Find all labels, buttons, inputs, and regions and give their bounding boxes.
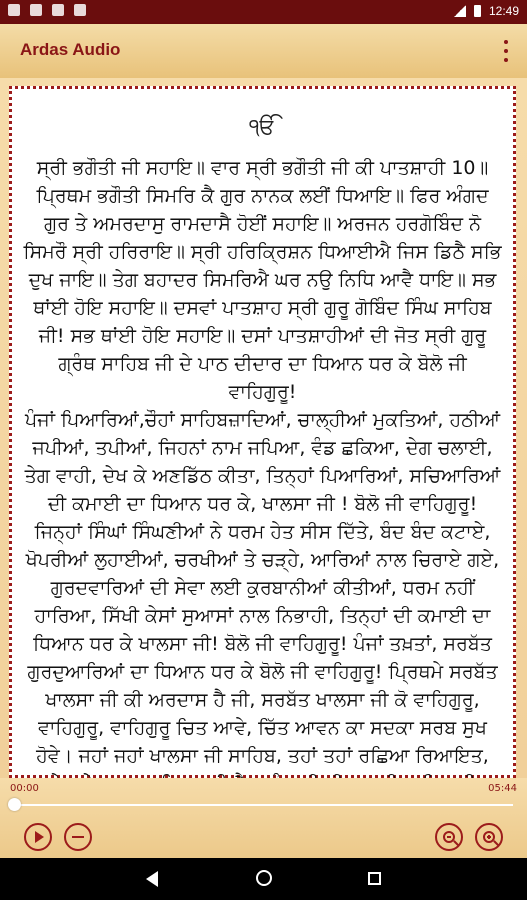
more-options-icon[interactable] — [503, 40, 509, 62]
zoom-out-button[interactable] — [435, 823, 463, 851]
zoom-in-icon — [483, 831, 495, 843]
notification-icon — [30, 4, 42, 16]
status-time: 12:49 — [488, 4, 519, 18]
image-icon — [8, 4, 20, 16]
back-icon[interactable] — [146, 871, 158, 887]
current-time: 00:00 — [10, 783, 39, 794]
total-time: 05:44 — [488, 783, 517, 794]
status-bar — [0, 0, 527, 24]
app-title: Ardas Audio — [20, 40, 121, 59]
play-icon — [35, 831, 44, 843]
recents-icon[interactable] — [368, 872, 381, 885]
audio-player — [0, 778, 527, 858]
paragraph: ਜਿਨ੍ਹਾਂ ਸਿੰਘਾਂ ਸਿੰਘਣੀਆਂ ਨੇ ਧਰਮ ਹੇਤ ਸੀਸ ਦਿੱਤੇ, ਬੰਦ ਬੰਦ ਕਟਾਏ, ਖੋਪਰੀਆਂ ਲੁਹਾਈਆਂ, ਚਰਖੀਆਂ ਤੇ ਚੜ੍ਹੇ, ਆਰਿਆਂ ਨਾਲ ਚਿਰਾਏ ਗਏ, ਗੁਰਦਵਾਰਿਆਂ ਦੀ ਸੇਵਾ ਲਈ ਕੁਰਬਾਨੀਆਂ ਕੀਤੀਆਂ, ਧਰਮ ਨਹੀਂ ਹਾਰਿਆ, ਸਿੱਖੀ ਕੇਸਾਂ ਸੁਆਸਾਂ ਨਾਲ ਨਿਭਾਹੀ, ਤਿਨ੍ਹਾਂ ਦੀ ਕਮਾਈ ਦਾ ਧਿਆਨ ਧਰ ਕੇ ਖਾਲਸਾ ਜੀ! ਬੋਲੋ ਜੀ ਵਾਹਿਗੁਰੂ! ਪੰਜਾਂ ਤਖ਼ਤਾਂ, ਸਰਬੱਤ ਗੁਰਦੁਆਰਿਆਂ ਦਾ ਧਿਆਨ ਧਰ ਕੇ ਬੋਲੋ ਜੀ ਵਾਹਿਗੁਰੂ! ਪ੍ਰਿਥਮੇ ਸਰਬੱਤ ਖਾਲਸਾ ਜੀ ਕੀ ਅਰਦਾਸ ਹੈ ਜੀ, ਸਰਬੱਤ ਖਾਲਸਾ ਜੀ ਕੋ ਵਾਹਿਗੁਰੂ, ਵਾਹਿਗੁਰੂ, ਵਾਹਿਗੁਰੂ ਚਿਤ ਆਵੇ, ਚਿੱਤ ਆਵਨ ਕਾ ਸਦਕਾ ਸਰਬ ਸੁਖ ਹੋਵੇ। ਜਹਾਂ ਜਹਾਂ ਖਾਲਸਾ ਜੀ ਸਾਹਿਬ, ਤਹਾਂ ਤਹਾਂ ਰਛਿਆ ਰਿਆਇਤ, — [25, 521, 500, 767]
notification-icons — [8, 4, 86, 16]
signal-icon — [454, 5, 466, 17]
app-icon — [52, 4, 64, 16]
battery-icon — [474, 5, 481, 17]
seek-thumb[interactable] — [8, 798, 21, 811]
play-button[interactable] — [24, 823, 52, 851]
paragraph: ਪੰਜਾਂ ਪਿਆਰਿਆਂ,ਚੌਹਾਂ ਸਾਹਿਬਜ਼ਾਦਿਆਂ, ਚਾਲ੍ਹੀਆਂ ਮੁਕਤਿਆਂ, ਹਠੀਆਂ ਜਪੀਆਂ, ਤਪੀਆਂ, ਜਿਹਨਾਂ ਨਾਮ ਜਪਿਆ, ਵੰਡ ਛਕਿਆ, ਦੇਗ ਚਲਾਈ, ਤੇਗ ਵਾਹੀ, ਦੇਖ ਕੇ ਅਣਡਿੱਠ ਕੀਤਾ, ਤਿਨ੍ਹਾਂ ਪਿਆਰਿਆਂ, ਸਚਿਆਰਿਆਂ ਦੀ ਕਮਾਈ ਦਾ ਧਿਆਨ ਧਰ ਕੇ, ਖਾਲਸਾ ਜੀ ! ਬੋਲੋ ਜੀ ਵਾਹਿਗੁਰੂ! — [24, 409, 501, 515]
system-status — [454, 4, 519, 18]
android-icon — [74, 4, 86, 16]
ardas-text — [22, 154, 503, 826]
home-icon[interactable] — [256, 870, 272, 886]
ik-onkar-heading: ੴ — [249, 115, 276, 140]
app-bar — [0, 24, 527, 78]
zoom-out-icon — [443, 831, 455, 843]
system-nav-bar — [0, 858, 527, 900]
paragraph: ਸ੍ਰੀ ਭਗੌਤੀ ਜੀ ਸਹਾਇ॥ ਵਾਰ ਸ੍ਰੀ ਭਗੌਤੀ ਜੀ ਕੀ ਪਾਤਸ਼ਾਹੀ 10॥ ਪ੍ਰਿਥਮ ਭਗੌਤੀ ਸਿਮਰਿ ਕੈ ਗੁਰ ਨਾਨਕ ਲਈਂ ਧਿਆਇ॥ ਫਿਰ ਅੰਗਦ ਗੁਰ ਤੇ ਅਮਰਦਾਸੁ ਰਾਮਦਾਸੈ ਹੋਈਂ ਸਹਾਇ॥ ਅਰਜਨ ਹਰਗੋਬਿੰਦ ਨੋ ਸਿਮਰੌ ਸ੍ਰੀ ਹਰਿਰਾਇ॥ ਸ੍ਰੀ ਹਰਿਕ੍ਰਿਸ਼ਨ ਧਿਆਈਐ ਜਿਸ ਡਿਠੈ ਸਭਿ ਦੁਖ ਜਾਇ॥ ਤੇਗ ਬਹਾਦਰ ਸਿਮਰਿਐ ਘਰ ਨਉ ਨਿਧਿ ਆਵੈ ਧਾਇ॥ ਸਭ ਥਾਂਈ ਹੋਇ ਸਹਾਇ॥ ਦਸਵਾਂ ਪਾਤਸ਼ਾਹ ਸ੍ਰੀ ਗੁਰੂ ਗੋਬਿੰਦ ਸਿੰਘ ਸਾਹਿਬ ਜੀ! ਸਭ ਥਾਂਈ ਹੋਇ ਸਹਾਇ॥ ਦਸਾਂ ਪਾਤਸ਼ਾਹੀਆਂ ਦੀ ਜੋਤ ਸ੍ਰੀ ਗੁਰੂ ਗ੍ਰੰਥ ਸਾਹਿਬ ਜੀ ਦੇ ਪਾਠ ਦੀਦਾਰ ਦਾ ਧਿਆਨ ਧਰ ਕੇ ਬੋਲੋ ਜੀ ਵਾਹਿਗੁਰੂ! — [23, 157, 502, 403]
minus-icon — [72, 836, 84, 838]
reading-panel[interactable] — [9, 86, 516, 778]
seek-bar[interactable] — [14, 804, 513, 806]
zoom-in-button[interactable] — [475, 823, 503, 851]
stop-button[interactable] — [64, 823, 92, 851]
